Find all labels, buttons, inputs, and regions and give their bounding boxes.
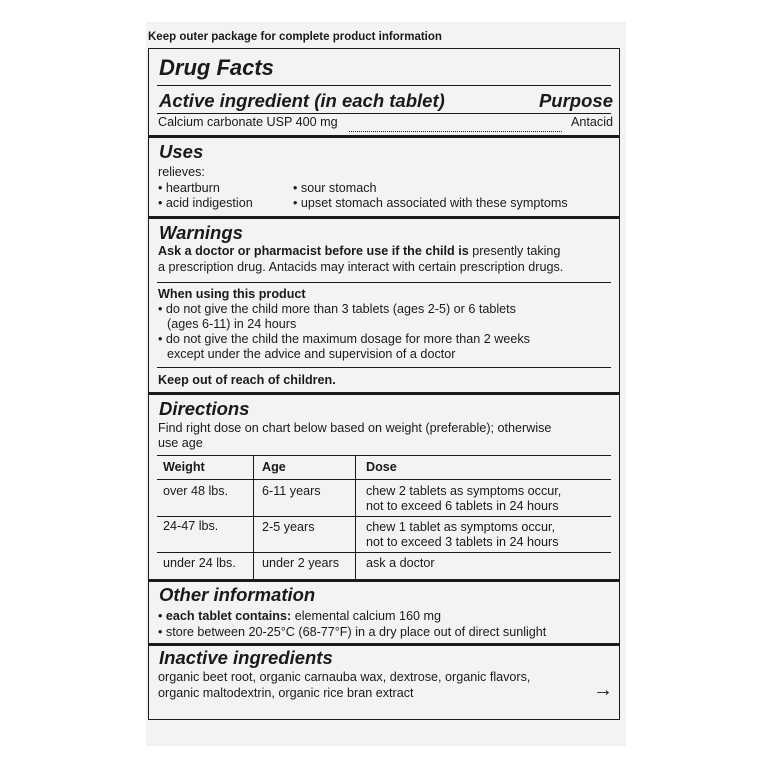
list-item: • each tablet contains: elemental calcium 160 mg bbox=[158, 609, 442, 623]
table-cell-age: 6-11 years bbox=[262, 484, 321, 498]
drug-facts-panel bbox=[148, 48, 620, 720]
list-item: • heartburn bbox=[158, 181, 220, 195]
ask-doctor-text bbox=[158, 244, 560, 259]
table-cell-dose-2: not to exceed 6 tablets in 24 hours bbox=[366, 499, 559, 513]
other-info-heading: Other information bbox=[159, 584, 316, 605]
header-note: Keep outer package for complete product information bbox=[148, 31, 442, 43]
table-col-divider bbox=[355, 455, 356, 579]
divider bbox=[157, 367, 611, 368]
divider bbox=[157, 85, 611, 86]
ask-doctor-text-2: a prescription drug. Antacids may interact with certain prescription drugs. bbox=[158, 260, 564, 274]
ask-doctor-bold: Ask a doctor or pharmacist before use if the child is bbox=[158, 244, 469, 258]
uses-heading: Uses bbox=[159, 141, 204, 162]
warning-item: do not give the child more than 3 tablets (ages 2-5) or 6 tablets bbox=[165, 302, 516, 316]
list-item: • acid indigestion bbox=[158, 196, 253, 210]
table-cell-weight: over 48 lbs. bbox=[163, 484, 229, 498]
continue-arrow-icon: → bbox=[593, 679, 613, 701]
table-top-border bbox=[157, 455, 611, 456]
inactive-ingredients-heading: Inactive ingredients bbox=[159, 647, 333, 668]
section-divider bbox=[149, 392, 619, 395]
table-row-border bbox=[157, 516, 611, 517]
other-item-rest: elemental calcium 160 mg bbox=[294, 609, 442, 623]
table-row-border bbox=[157, 479, 611, 480]
purpose-heading: Purpose bbox=[538, 90, 613, 111]
uses-intro: relieves: bbox=[158, 165, 205, 179]
use-item: upset stomach associated with these symptoms bbox=[300, 196, 568, 210]
list-item: • upset stomach associated with these symptoms bbox=[293, 196, 568, 210]
warnings-heading: Warnings bbox=[159, 222, 243, 243]
active-ingredient: Calcium carbonate USP 400 mg bbox=[158, 115, 338, 129]
table-col-divider bbox=[253, 455, 254, 579]
use-item: acid indigestion bbox=[165, 196, 253, 210]
active-ingredient-heading: Active ingredient (in each tablet) bbox=[159, 90, 445, 111]
list-item: • store between 20-25°C (68-77°F) in a dry place out of direct sunlight bbox=[158, 625, 547, 639]
dot-leader bbox=[349, 123, 562, 132]
section-divider bbox=[149, 643, 619, 646]
directions-heading: Directions bbox=[159, 398, 250, 419]
ask-doctor-rest: presently taking bbox=[472, 244, 561, 258]
table-cell-weight: 24-47 lbs. bbox=[163, 519, 219, 533]
list-item: • do not give the child more than 3 tablets (ages 2-5) or 6 tablets bbox=[158, 302, 516, 316]
warning-item: do not give the child the maximum dosage for more than 2 weeks bbox=[165, 332, 530, 346]
list-item-cont: (ages 6-11) in 24 hours bbox=[167, 317, 297, 331]
inactive-ingredients-text: organic beet root, organic carnauba wax, dextrose, organic flavors, bbox=[158, 670, 531, 684]
table-cell-dose: chew 1 tablet as symptoms occur, bbox=[366, 520, 555, 534]
when-using-heading: When using this product bbox=[158, 287, 306, 301]
table-cell-age: 2-5 years bbox=[262, 520, 315, 534]
divider bbox=[157, 113, 611, 114]
table-cell-dose: chew 2 tablets as symptoms occur, bbox=[366, 484, 562, 498]
inactive-ingredients-text-2: organic maltodextrin, organic rice bran extract bbox=[158, 686, 414, 700]
table-cell-age: under 2 years bbox=[262, 556, 340, 570]
table-cell-weight: under 24 lbs. bbox=[163, 556, 236, 570]
table-row-border bbox=[157, 552, 611, 553]
directions-text: Find right dose on chart below based on weight (preferable); otherwise bbox=[158, 421, 552, 435]
table-cell-dose-2: not to exceed 3 tablets in 24 hours bbox=[366, 535, 559, 549]
list-item-cont: except under the advice and supervision of a doctor bbox=[167, 347, 456, 361]
table-header-dose: Dose bbox=[366, 460, 397, 474]
section-divider bbox=[149, 135, 619, 138]
table-header-age: Age bbox=[262, 460, 286, 474]
use-item: sour stomach bbox=[300, 181, 377, 195]
table-cell-dose: ask a doctor bbox=[366, 556, 435, 570]
other-item-bold: each tablet contains: bbox=[165, 609, 292, 623]
section-divider bbox=[149, 216, 619, 219]
list-item: • do not give the child the maximum dosage for more than 2 weeks bbox=[158, 332, 530, 346]
keep-out-text: Keep out of reach of children. bbox=[158, 373, 336, 387]
list-item: • sour stomach bbox=[293, 181, 377, 195]
table-header-weight: Weight bbox=[163, 460, 205, 474]
divider bbox=[157, 282, 611, 283]
directions-text-2: use age bbox=[158, 436, 203, 450]
purpose-value: Antacid bbox=[570, 115, 613, 129]
use-item: heartburn bbox=[165, 181, 220, 195]
drug-facts-title: Drug Facts bbox=[159, 55, 274, 80]
section-divider bbox=[149, 579, 619, 582]
other-item: store between 20-25°C (68-77°F) in a dry place out of direct sunlight bbox=[165, 625, 547, 639]
